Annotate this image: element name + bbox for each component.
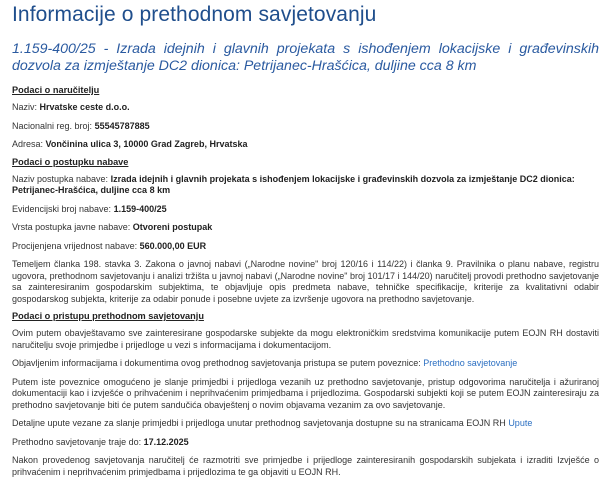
authority-address-label: Adresa: [12,139,44,149]
procurement-record-row [12,204,599,216]
procurement-record-value: 1.159-400/25 [113,203,167,214]
contracting-authority-heading: Podaci o naručitelju [12,85,100,95]
access-section [12,310,599,478]
procurement-subject-title: 1.159-400/25 - Izrada idejnih i glavnih projekata s ishođenjem lokacijske i građevinskih dozvola za izmještanje DC2 dionica: Petrijanec-Hrašćica, duljine cca 8 km [12,41,599,74]
access-heading: Podaci o pristupu prethodnom savjetovanju [12,311,204,321]
access-link-text: Objavljenim informacijama i dokumentima ovog prethodnog savjetovanja pristupa se putem poveznice: [12,358,421,368]
procurement-value-label: Procijenjena vrijednost nabave: [12,240,138,251]
authority-address-value: Vončinina ulica 3, 10000 Grad Zagreb, Hrvatska [45,139,248,149]
procurement-type-value: Otvoreni postupak [132,222,213,232]
procurement-value-value: 560.000,00 EUR [139,240,207,251]
procurement-value-row [12,241,599,253]
instructions-link[interactable]: Upute [508,418,533,428]
procurement-name-label: Naziv postupka nabave: [12,173,109,184]
procurement-record-label: Evidencijski broj nabave: [12,203,112,214]
instructions-paragraph [12,418,599,430]
feedback-paragraph: Putem iste poveznice omogućeno je slanje primjedbi i prijedloga vezanih uz prethodno savjetovanje, pristup odgovorima naručitelja i ažuriranoj dokumentaciji kao i izvješće o prihvaćenim i neprihvaćenim primjedbama i prijedlozima. Gospodarski subjekti koji se putem EOJN zainteresiraju za prethodno savjetovanje biti će putem sandučića obavještenj o novim objavama vezanim za ovo savjetovanje. [12,376,599,410]
authority-regno-row [12,121,599,133]
authority-address-row [12,139,599,151]
authority-regno-label: Nacionalni reg. broj: [12,120,93,131]
page-title: Informacije o prethodnom savjetovanju [12,3,377,26]
authority-name-row [12,102,599,114]
duration-label: Prethodno savjetovanje traje do: [12,436,142,447]
contracting-authority-section [12,84,599,151]
procurement-name-value: Izrada idejnih i glavnih projekata s ishođenjem lokacijske i građevinskih dozvola za izmještanje DC2 dionica: Petrijanec-Hrašćica, duljine cca 8 km [12,173,575,195]
procurement-section [12,156,599,306]
legal-basis-paragraph: Temeljem članka 198. stavka 3. Zakona o javnoj nabavi („Narodne novine" broj 120/16 i 114/22) i članka 9. Pravilnika o planu nabave, registru ugovora, prethodnom savjetovanju i analizi tržišta u javnoj nabavi („Narodne novine" broj 101/17 i 144/20) naručitelj provodi prethodno savjetovanje sa zainteresiranim gospodarskim subjektima, te objavljuje opis predmeta nabave, tehničke specifikacije, kriterije za kvalitativni odabir gospodarskog subjekta, kriterije za odabir ponude i posebne uvjete za izvršenje ugovora na prethodno savjetovanje. [12,259,599,304]
authority-name-label: Naziv: [12,102,38,112]
procurement-name-row [12,174,599,197]
access-link-paragraph [12,358,599,370]
closing-paragraph: Nakon provedenog savjetovanja naručitelj će razmotriti sve primjedbe i prijedloge zainteresiranih gospodarskih subjekata i izraditi Izvješće o prihvaćenim i neprihvaćenim primjedbama i prijedlozima te ga objaviti u EOJN RH. [12,455,599,477]
consultation-link[interactable]: Prethodno savjetovanje [423,358,518,368]
procurement-type-row [12,222,599,234]
duration-value: 17.12.2025 [143,436,189,447]
duration-row [12,437,599,449]
notice-paragraph: Ovim putem obavještavamo sve zainteresirane gospodarske subjekte da mogu elektroničkim sredstvima komunikacije putem EOJN RH dostaviti naručitelju svoje primjedbe i prijedloge u vezi s informacijama i dokumentacijom. [12,328,599,350]
authority-name-value: Hrvatske ceste d.o.o. [39,102,130,112]
instructions-text: Detaljne upute vezane za slanje primjedbi i prijedloga unutar prethodnog savjetovanja dostupne su na stranicama EOJN RH [12,418,506,428]
authority-regno-value: 55545787885 [94,120,150,131]
procurement-heading: Podaci o postupku nabave [12,156,129,167]
procurement-type-label: Vrsta postupka javne nabave: [12,222,131,232]
